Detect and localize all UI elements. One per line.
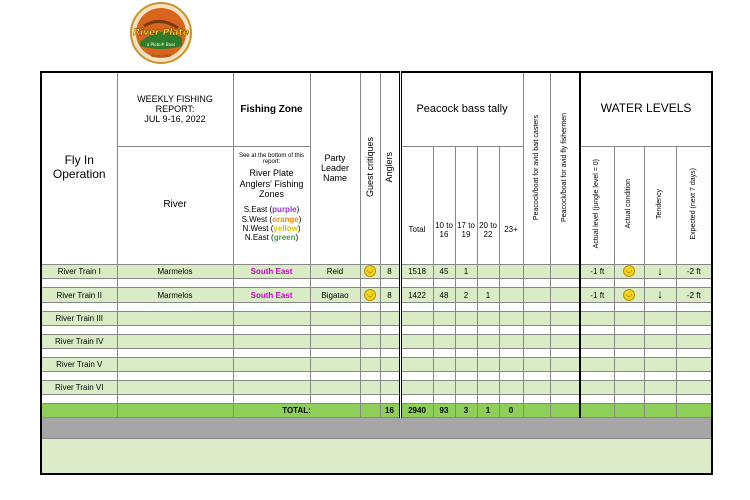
expected-header: Expected (next 7 days): [676, 146, 712, 264]
leader-name: Reid: [310, 264, 360, 279]
fly-fishermen-cell: [550, 264, 580, 279]
tendency-header: Tendency: [644, 146, 676, 264]
critique-smile-icon: ◡: [360, 264, 380, 279]
tally-23: [499, 264, 523, 279]
water-levels-header: WATER LEVELS: [580, 72, 712, 146]
zone-name: South East: [233, 288, 310, 303]
totals-tally: 2940: [400, 404, 433, 418]
bin-20-22-header: 20 to 22: [477, 146, 499, 264]
anglers-header: Anglers: [380, 72, 400, 264]
leader-name: Bigatao: [310, 288, 360, 303]
zone-name: South East: [233, 264, 310, 279]
condition-smile-icon: ◡: [614, 264, 644, 279]
spacer-green-row: [41, 439, 712, 475]
bin-10-16-header: 10 to 16: [433, 146, 455, 264]
train-name: River Train III: [41, 312, 117, 326]
report-title-cell: WEEKLY FISHING REPORT: JUL 9-16, 2022: [117, 72, 233, 146]
anglers-count: 8: [380, 288, 400, 303]
expected-level: -2 ft: [676, 288, 712, 303]
totals-10-16: 93: [433, 404, 455, 418]
total-header: Total: [400, 146, 433, 264]
river-name: Marmelos: [117, 264, 233, 279]
weekly-fishing-report-table: [40, 71, 713, 475]
table-row: [41, 335, 712, 349]
svg-text:a Pluto® Bass: a Pluto® Bass: [146, 42, 176, 47]
train-name: River Train IV: [41, 335, 117, 349]
river-plate-logo: [130, 2, 192, 64]
tally-10-16: 48: [433, 288, 455, 303]
tally-17-19: 2: [455, 288, 477, 303]
fly-in-operation-header: Fly In Operation: [41, 72, 117, 264]
table-row: [41, 381, 712, 395]
anglers-count: 8: [380, 264, 400, 279]
bait-casters-cell: [523, 288, 550, 303]
critique-smile-icon: ◡: [360, 288, 380, 303]
spacer-gray-row: [41, 418, 712, 439]
tally-total: 1518: [400, 264, 433, 279]
fishing-zone-header: Fishing Zone: [233, 72, 310, 146]
bait-casters-cell: [523, 264, 550, 279]
actual-level-header: Actual level (jungle level = 0): [580, 146, 614, 264]
bin-23-header: 23+: [499, 146, 523, 264]
train-name: River Train II: [41, 288, 117, 303]
table-row: [41, 264, 712, 279]
totals-23: 0: [499, 404, 523, 418]
party-leader-header: Party Leader Name: [310, 72, 360, 264]
tally-total: 1422: [400, 288, 433, 303]
actual-condition-header: Actual condition: [614, 146, 644, 264]
expected-level: -2 ft: [676, 264, 712, 279]
tally-17-19: 1: [455, 264, 477, 279]
svg-text:River Plate: River Plate: [133, 28, 189, 38]
tally-20-22: 1: [477, 288, 499, 303]
actual-level: -1 ft: [580, 288, 614, 303]
tally-20-22: [477, 264, 499, 279]
tally-23: [499, 288, 523, 303]
totals-17-19: 3: [455, 404, 477, 418]
peacock-tally-header: Peacock bass tally: [400, 72, 523, 146]
tendency-down-arrow-icon: ↓: [644, 264, 676, 279]
bin-17-19-header: 17 to 19: [455, 146, 477, 264]
train-name: River Train V: [41, 358, 117, 372]
fly-fishermen-cell: [550, 288, 580, 303]
fly-fishermen-header: Peacock/boat for avid fly fishermen: [550, 72, 580, 264]
totals-label: TOTAL:: [233, 404, 360, 418]
tendency-down-arrow-icon: ↓: [644, 288, 676, 303]
river-name: Marmelos: [117, 288, 233, 303]
table-row: [41, 312, 712, 326]
train-name: River Train I: [41, 264, 117, 279]
svg-text:Since 1965: Since 1965: [151, 54, 171, 58]
totals-20-22: 1: [477, 404, 499, 418]
train-name: River Train VI: [41, 381, 117, 395]
tally-10-16: 45: [433, 264, 455, 279]
condition-smile-icon: ◡: [614, 288, 644, 303]
totals-anglers: 16: [380, 404, 400, 418]
bait-casters-header: Peacock/boat for avid bait casters: [523, 72, 550, 264]
table-row: [41, 288, 712, 303]
table-row: [41, 358, 712, 372]
actual-level: -1 ft: [580, 264, 614, 279]
totals-row: [41, 404, 712, 418]
zones-legend: See at the bottom of this report: River Plate Anglers' Fishing Zones S.East (purple) S.West (orange) N.West (yellow) N.East (green): [233, 146, 310, 264]
river-header: River: [117, 146, 233, 264]
guest-critiques-header: Guest critiques: [360, 72, 380, 264]
